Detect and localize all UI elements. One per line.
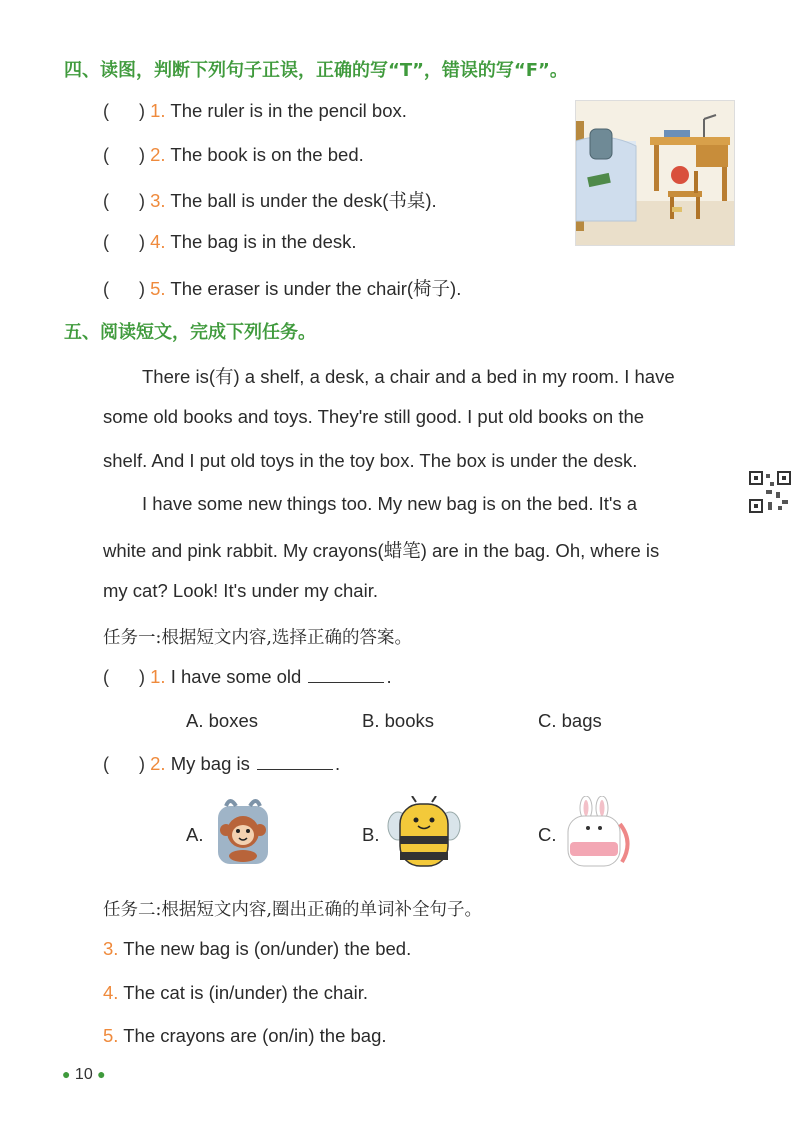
circle-item-4: [103, 982, 368, 1004]
picture-option-a-label[interactable]: A.: [186, 824, 204, 845]
item-text[interactable]: The crayons are (on/in) the bag.: [123, 1025, 387, 1046]
item-text: The bag is in the desk.: [170, 231, 357, 252]
item-number: 4.: [103, 982, 119, 1003]
question-text: I have some old: [170, 666, 302, 687]
item-text[interactable]: The new bag is (on/under) the bed.: [123, 938, 412, 959]
item-number: 5.: [103, 1025, 119, 1046]
circle-item-5: [103, 1025, 387, 1047]
item-text[interactable]: The cat is (in/under) the chair.: [123, 982, 368, 1003]
item-number: 3.: [150, 190, 166, 211]
item-number: 1.: [150, 666, 166, 687]
item-text: The ball is under the desk(书桌).: [170, 190, 437, 211]
qr-code: [748, 470, 792, 514]
task-2-title: 任务二:根据短文内容,圈出正确的单词补全句子。: [103, 900, 482, 920]
item-number: 2.: [150, 753, 166, 774]
item-number: 5.: [150, 278, 166, 299]
passage-line-3: shelf. And I put old toys in the toy box. The box is under the desk.: [103, 450, 638, 471]
bullet-icon: ●: [62, 1066, 71, 1082]
section-5-heading: 五、阅读短文，完成下列任务。: [64, 322, 316, 343]
choice-question-1: [103, 666, 392, 688]
answer-paren[interactable]: ( ): [103, 667, 145, 687]
item-number: 2.: [150, 144, 166, 165]
question-end: .: [335, 753, 341, 774]
qr-code-icon: [748, 470, 792, 514]
passage-line-1: There is(有) a shelf, a desk, a chair and a bed in my room. I have: [142, 366, 675, 387]
judge-item-4: [103, 231, 357, 253]
judge-item-2: [103, 144, 364, 166]
question-text: My bag is: [170, 753, 250, 774]
passage-line-6: my cat? Look! It's under my chair.: [103, 580, 378, 601]
item-number: 4.: [150, 231, 166, 252]
passage-line-5: white and pink rabbit. My crayons(蜡笔) are in the bag. Oh, where is: [103, 540, 660, 561]
rabbit-bag-picture[interactable]: [562, 796, 638, 870]
bullet-icon: ●: [97, 1066, 106, 1082]
monkey-bag-icon: [210, 796, 276, 868]
item-text: The eraser is under the chair(椅子).: [170, 278, 462, 299]
option-c[interactable]: C. bags: [538, 710, 602, 731]
judge-item-1: [103, 100, 407, 122]
room-illustration: [575, 100, 735, 246]
answer-paren[interactable]: ( ): [103, 101, 145, 121]
answer-blank[interactable]: [257, 755, 333, 770]
answer-paren[interactable]: ( ): [103, 754, 145, 774]
answer-paren[interactable]: ( ): [103, 191, 145, 211]
passage-line-2: some old books and toys. They're still good. I put old books on the: [103, 406, 645, 427]
option-b[interactable]: B. books: [362, 710, 434, 731]
task-1-title: 任务一:根据短文内容,选择正确的答案。: [103, 628, 412, 648]
question-end: .: [386, 666, 392, 687]
picture-option-c-label[interactable]: C.: [538, 824, 557, 845]
bee-bag-picture[interactable]: [384, 796, 464, 870]
circle-item-3: [103, 938, 411, 960]
answer-paren[interactable]: ( ): [103, 145, 145, 165]
room-picture: [576, 101, 734, 245]
answer-blank[interactable]: [308, 668, 384, 683]
item-number: 1.: [150, 100, 166, 121]
section-4-heading: 四、读图，判断下列句子正误，正确的写“T”，错误的写“F”。: [64, 60, 568, 81]
judge-item-3: [103, 187, 437, 213]
option-a[interactable]: A. boxes: [186, 710, 258, 731]
item-text: The book is on the bed.: [170, 144, 364, 165]
page-number: [62, 1066, 106, 1084]
judge-item-5: [103, 275, 461, 301]
monkey-bag-picture[interactable]: [210, 796, 276, 868]
answer-paren[interactable]: ( ): [103, 232, 145, 252]
choice-question-2: [103, 753, 340, 775]
rabbit-bag-icon: [562, 796, 638, 870]
page-number-text: 10: [74, 1066, 93, 1083]
item-number: 3.: [103, 938, 119, 959]
passage-line-4: I have some new things too. My new bag is on the bed. It's a: [142, 493, 638, 514]
picture-option-b-label[interactable]: B.: [362, 824, 380, 845]
answer-paren[interactable]: ( ): [103, 279, 145, 299]
bee-bag-icon: [384, 796, 464, 870]
item-text: The ruler is in the pencil box.: [170, 100, 407, 121]
